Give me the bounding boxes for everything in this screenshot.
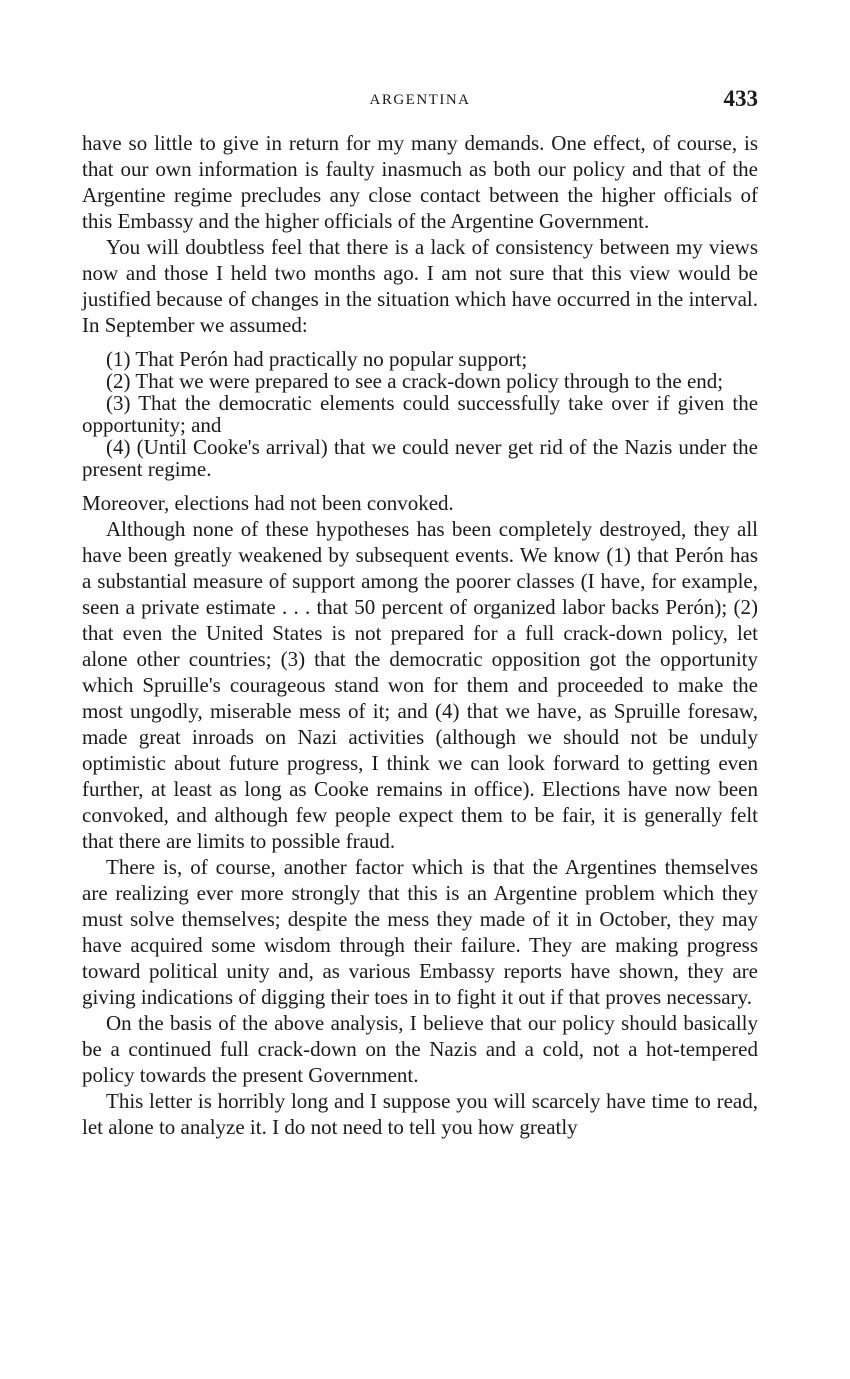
- list-item-number: (2): [106, 369, 131, 393]
- paragraph-2: You will doubtless feel that there is a lack of consistency between my views now and those I held two months ago. I am not sure that this view would be justified because of changes in the situation which have occurred in the interval. In September we assumed:: [82, 235, 758, 337]
- list-item: [82, 370, 758, 392]
- paragraph-7: This letter is horribly long and I suppose you will scarcely have time to read, let alone to analyze it. I do not need to tell you how greatly: [82, 1089, 758, 1139]
- paragraph-4: Although none of these hypotheses has been completely destroyed, they all have been greatly weakened by subsequent events. We know (1) that Perón has a substantial measure of support among the poorer classes (I have, for example, seen a private estimate . . . that 50 percent of organized labor backs Perón); (2) that even the United States is not prepared for a full crack-down policy, let alone other countries; (3) that the democratic opposition got the opportunity which Spruille's courageous stand won for them and proceeded to make the most ungodly, miserable mess of it; and (4) that we have, as Spruille foresaw, made great inroads on Nazi activities (although we should not be unduly optimistic about future progress, I think we can look forward to getting even further, at least as long as Cooke remains in office). Elections have now been convoked, and although few people expect them to be fair, it is generally felt that there are limits to possible fraud.: [82, 517, 758, 853]
- assumptions-list: [82, 348, 758, 480]
- list-item-text: That the democratic elements could successfully take over if given the opportunity; and: [82, 391, 759, 437]
- list-item: [82, 436, 758, 480]
- page-header: [82, 86, 758, 116]
- page-number: 433: [723, 86, 758, 111]
- paragraph-1: have so little to give in return for my many demands. One effect, of course, is that our own information is faulty inasmuch as both our policy and that of the Argentine regime precludes any close contact between the higher officials of this Embassy and the higher officials of the Argentine Government.: [82, 131, 758, 233]
- paragraph-6: On the basis of the above analysis, I believe that our policy should basically be a continued full crack-down on the Nazis and a cold, not a hot-tempered policy towards the present Government.: [82, 1011, 758, 1087]
- list-item-number: (3): [106, 391, 131, 415]
- list-item-number: (1): [106, 347, 131, 371]
- list-item: [82, 392, 758, 436]
- paragraph-3: Moreover, elections had not been convoked.: [82, 491, 454, 515]
- list-item: [82, 348, 758, 370]
- list-item-text: That we were prepared to see a crack-down policy through to the end;: [135, 369, 724, 393]
- paragraph-5: There is, of course, another factor which is that the Argentines themselves are realizing ever more strongly that this is an Argentine problem which they must solve themselves; despite the mess they made of it in October, they may have acquired some wisdom through their failure. They are making progress toward political unity and, as various Embassy reports have shown, they are giving indications of digging their toes in to fight it out if that proves necessary.: [82, 855, 758, 1009]
- body-text: [82, 130, 758, 1140]
- list-item-number: (4): [106, 435, 131, 459]
- list-item-text: (Until Cooke's arrival) that we could never get rid of the Nazis under the present regime.: [82, 435, 759, 481]
- running-head: ARGENTINA: [369, 92, 471, 108]
- list-item-text: That Perón had practically no popular support;: [135, 347, 528, 371]
